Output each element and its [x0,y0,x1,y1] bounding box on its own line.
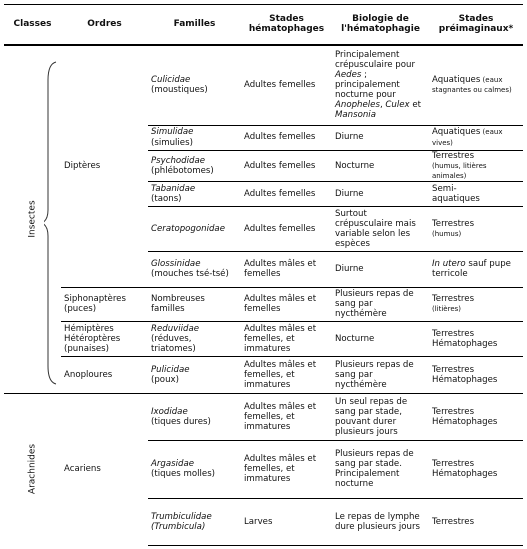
ordre-hemipteres: Hémiptères Hétéroptères (punaises) [61,321,148,356]
header-stades-preimaginaux: Stades préimaginaux* [429,5,523,46]
stades-ceratopogonidae: Adultes femelles [241,206,332,251]
header-ordres: Ordres [61,5,148,46]
famille-ceratopogonidae: Ceratopogonidae [148,206,241,251]
biologie-argasidae: Plusieurs repas de sang par stade. Principalement nocturne [332,440,429,498]
stades-psychodidae: Adultes femelles [241,150,332,181]
stades-trumbiculidae: Larves [241,498,332,545]
ordre-acariens: Acariens [61,393,148,545]
stades-simulidae: Adultes femelles [241,125,332,150]
famille-ixodidae: Ixodidae (tiques dures) [148,393,241,440]
famille-culicidae: Culicidae (moustiques) [151,75,208,96]
biologie-tabanidae: Diurne [332,181,429,206]
famille-reduviidae: Reduviidae (réduves, triatomes) [148,321,241,356]
biologie-ixodidae: Un seul repas de sang par stade, pouvant durer plusieurs jours [332,393,429,440]
biologie-trumbiculidae: Le repas de lymphe dure plusieurs jours [332,498,429,545]
famille-argasidae: Argasidae (tiques molles) [148,440,241,498]
preimag-glossinidae: In utero sauf pupe terricole [429,251,523,287]
preimag-siphonapteres: Terrestres (litières) [429,287,523,321]
stades-reduviidae: Adultes mâles et femelles, et immatures [241,321,332,356]
biologie-pulicidae: Plusieurs repas de sang par nycthémère [332,356,429,393]
class-label-arachnides: Arachnides [27,444,38,495]
preimag-tabanidae: Semi- aquatiques [429,181,523,206]
stades-culicidae: Adultes femelles [244,80,316,91]
biologie-culicidae: Principalement crépusculaire pour Aedes ; principalement nocturne pour Anopheles, Culex et Mansonia [335,50,422,121]
stades-siphonapteres: Adultes mâles et femelles [241,287,332,321]
famille-trumbiculidae: Trumbiculidae (Trumbicula) [148,498,241,545]
header-stades-hematophages: Stades hématophages [241,5,332,46]
class-cell-insectes [4,45,61,393]
stades-ixodidae: Adultes mâles et femelles, et immatures [241,393,332,440]
preimag-argasidae: Terrestres Hématophages [429,440,523,498]
ordre-dipteres: Diptères [64,161,101,172]
preimag-simulidae: Aquatiques (eaux vives) [429,125,523,150]
preimag-trumbiculidae: Terrestres [429,498,523,545]
hematophagy-table [4,4,523,546]
biologie-simulidae: Diurne [332,125,429,150]
famille-glossinidae: Glossinidae (mouches tsé-tsé) [148,251,241,287]
table-row [4,393,523,440]
famille-simulidae: Simulidae (simulies) [148,125,241,150]
class-cell-arachnides [4,393,61,545]
biologie-psychodidae: Nocturne [332,150,429,181]
preimag-culicidae: Aquatiques (eaux stagnantes ou calmes) [432,75,512,95]
preimag-reduviidae: Terrestres Hématophages [429,321,523,356]
biologie-ceratopogonidae: Surtout crépusculaire mais variable selon les espèces [332,206,429,251]
preimag-psychodidae: Terrestres (humus, litières animales) [429,150,523,181]
famille-tabanidae: Tabanidae (taons) [148,181,241,206]
header-familles: Familles [148,5,241,46]
brace-insectes [44,60,60,386]
famille-pulicidae: Pulicidae (poux) [148,356,241,393]
table-row [4,321,523,356]
ordre-siphonapteres: Siphonaptères (puces) [61,287,148,321]
stades-argasidae: Adultes mâles et femelles, et immatures [241,440,332,498]
header-row [4,5,523,46]
preimag-ceratopogonidae: Terrestres (humus) [429,206,523,251]
biologie-glossinidae: Diurne [332,251,429,287]
ordre-anoploures: Anoploures [61,356,148,393]
famille-psychodidae: Psychodidae (phlébotomes) [148,150,241,181]
header-biologie: Biologie de l'hématophagie [332,5,429,46]
table-row [4,287,523,321]
biologie-reduviidae: Nocturne [332,321,429,356]
stades-glossinidae: Adultes mâles et femelles [241,251,332,287]
stades-tabanidae: Adultes femelles [241,181,332,206]
table-row [4,356,523,393]
table-row [4,45,523,125]
header-classes: Classes [4,5,61,46]
preimag-pulicidae: Terrestres Hématophages [429,356,523,393]
famille-nombreuses: Nombreuses familles [148,287,241,321]
stades-pulicidae: Adultes mâles et femelles, et immatures [241,356,332,393]
biologie-siphonapteres: Plusieurs repas de sang par nycthémère [332,287,429,321]
class-label-insectes: Insectes [27,200,38,238]
preimag-ixodidae: Terrestres Hématophages [429,393,523,440]
